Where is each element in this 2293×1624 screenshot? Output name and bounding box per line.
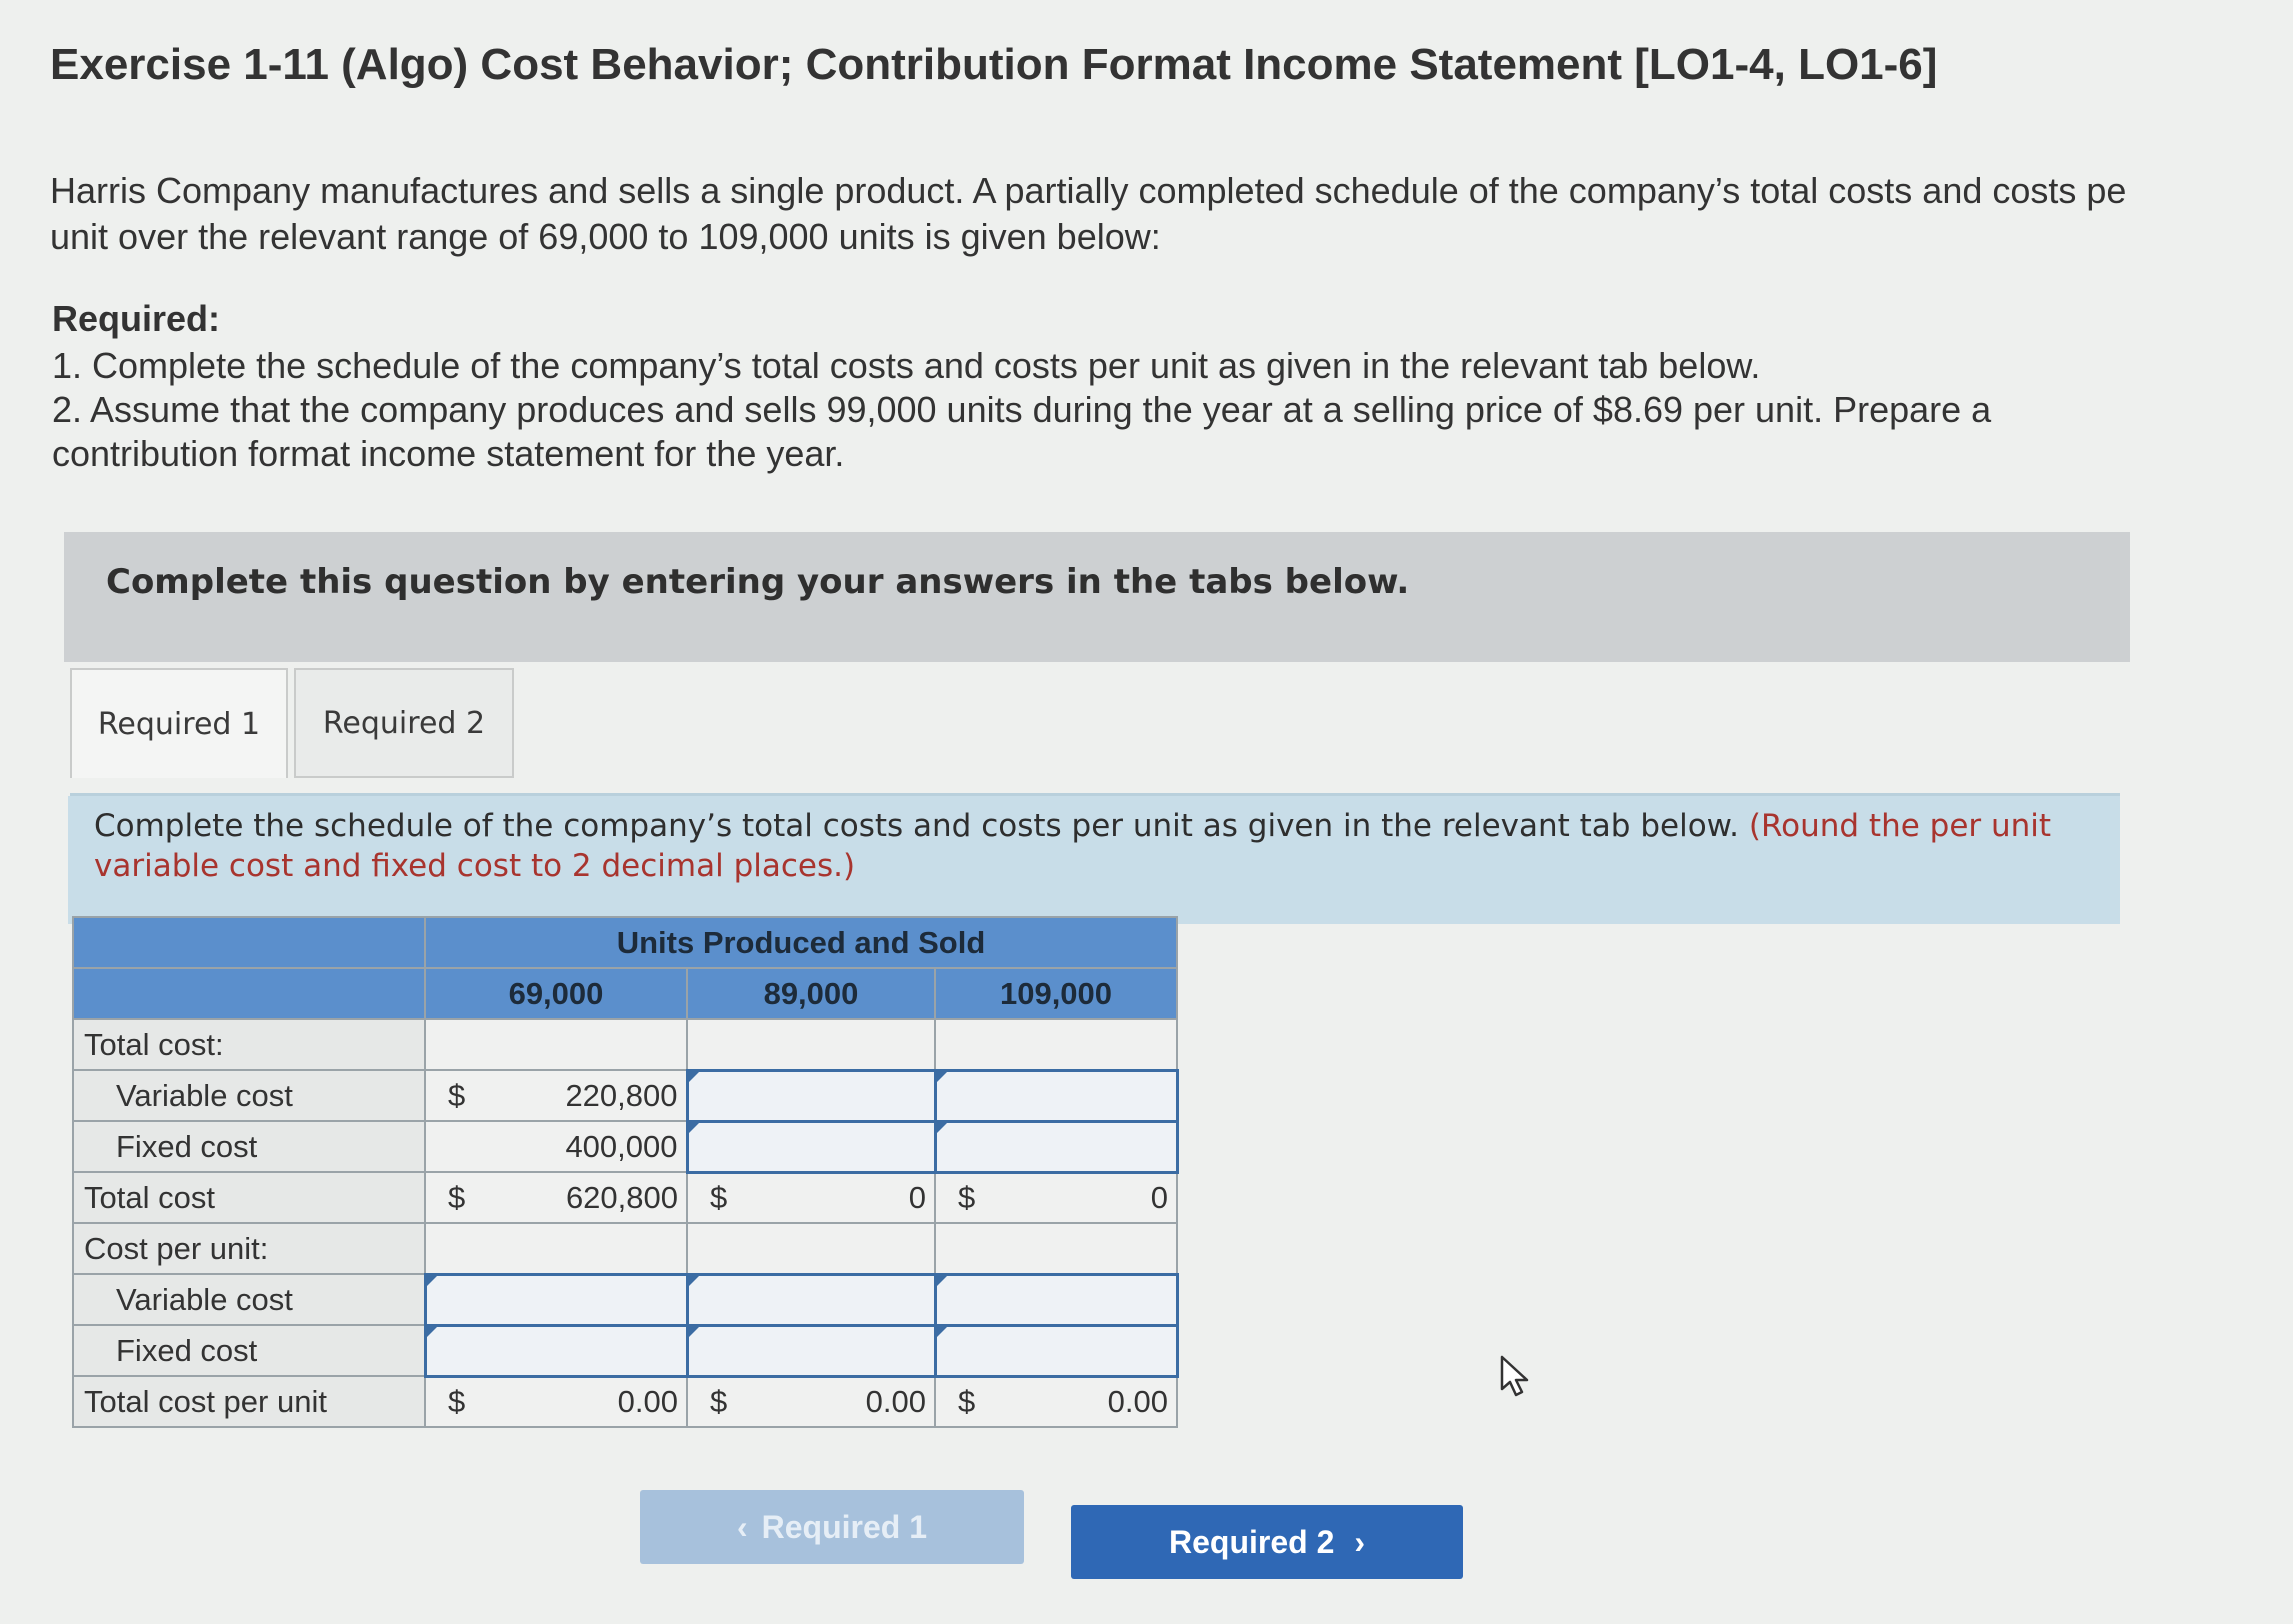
instructions-rounding-note: (Round the per unit variable cost and fixed cost to 2 decimal places.) xyxy=(94,808,2052,884)
currency-symbol: $ xyxy=(448,1077,466,1113)
variable-cost-per-unit-89000-input[interactable] xyxy=(687,1274,935,1325)
row-label-fixed-cost: Fixed cost xyxy=(73,1121,425,1172)
table-row xyxy=(73,1376,1177,1427)
variable-cost-109000-input[interactable] xyxy=(935,1070,1177,1121)
table-row xyxy=(73,1223,1177,1274)
table-row xyxy=(73,1121,1177,1172)
row-label-cost-per-unit-heading: Cost per unit: xyxy=(73,1223,425,1274)
fixed-cost-69000: 400,000 xyxy=(565,1128,678,1164)
previous-button-label: Required 1 xyxy=(761,1508,928,1545)
page-title: Exercise 1-11 (Algo) Cost Behavior; Contribution Format Income Statement [LO1-4, LO1-6] xyxy=(50,40,1938,89)
row-label-fixed-cost-per-unit: Fixed cost xyxy=(73,1325,425,1376)
currency-symbol: $ xyxy=(958,1383,976,1419)
table-row xyxy=(73,1070,1177,1121)
column-header-89000: 89,000 xyxy=(687,968,935,1019)
fixed-cost-89000-input[interactable] xyxy=(687,1121,935,1172)
table-row xyxy=(73,1019,1177,1070)
variable-cost-per-unit-69000-input[interactable] xyxy=(425,1274,687,1325)
instructions-main: Complete the schedule of the company’s total costs and costs per unit as given in the relevant tab below. xyxy=(94,808,1740,844)
table-row xyxy=(73,1172,1177,1223)
table-row xyxy=(73,1325,1177,1376)
row-label-total-cost-per-unit: Total cost per unit xyxy=(73,1376,425,1427)
row-label-variable-cost: Variable cost xyxy=(73,1070,425,1121)
variable-cost-69000: 220,800 xyxy=(565,1077,678,1113)
fixed-cost-per-unit-109000-input[interactable] xyxy=(935,1325,1177,1376)
variable-cost-89000-input[interactable] xyxy=(687,1070,935,1121)
fixed-cost-109000-input[interactable] xyxy=(935,1121,1177,1172)
currency-symbol: $ xyxy=(710,1383,728,1419)
chevron-right-icon: › xyxy=(1354,1523,1366,1560)
total-per-unit-69000: 0.00 xyxy=(617,1383,678,1419)
next-required-2-button[interactable] xyxy=(1071,1505,1463,1579)
total-cost-69000: 620,800 xyxy=(565,1179,678,1215)
tab-required-1[interactable]: Required 1 xyxy=(70,668,288,778)
intro-text xyxy=(50,168,2290,260)
column-header-109000: 109,000 xyxy=(935,968,1177,1019)
required-item-2-cont: contribution format income statement for the year. xyxy=(52,433,845,474)
table-row xyxy=(73,1274,1177,1325)
intro-line-1: Harris Company manufactures and sells a single product. A partially completed schedule of the company’s total costs and costs pe xyxy=(50,170,2127,211)
total-per-unit-109000: 0.00 xyxy=(1107,1383,1168,1419)
fixed-cost-per-unit-69000-input[interactable] xyxy=(425,1325,687,1376)
intro-line-2: unit over the relevant range of 69,000 to 109,000 units is given below: xyxy=(50,216,1161,257)
units-group-header: Units Produced and Sold xyxy=(425,917,1177,968)
currency-symbol: $ xyxy=(448,1179,466,1215)
column-header-69000: 69,000 xyxy=(425,968,687,1019)
banner-text: Complete this question by entering your answers in the tabs below. xyxy=(106,562,1410,602)
mouse-pointer-icon xyxy=(1500,1355,1534,1404)
row-label-total-cost: Total cost xyxy=(73,1172,425,1223)
currency-symbol: $ xyxy=(710,1179,728,1215)
currency-symbol: $ xyxy=(448,1383,466,1419)
required-item-1: 1. Complete the schedule of the company’s total costs and costs per unit as given in the relevant tab below. xyxy=(52,345,1761,386)
row-label-total-cost-heading: Total cost: xyxy=(73,1019,425,1070)
header-blank xyxy=(73,917,425,968)
variable-cost-per-unit-109000-input[interactable] xyxy=(935,1274,1177,1325)
tab-instructions xyxy=(68,796,2120,924)
currency-symbol: $ xyxy=(958,1179,976,1215)
total-cost-109000: 0 xyxy=(1150,1179,1168,1215)
header-blank-2 xyxy=(73,968,425,1019)
cost-schedule-table xyxy=(72,916,1179,1428)
tab-required-2[interactable]: Required 2 xyxy=(294,668,514,778)
required-item-2: 2. Assume that the company produces and sells 99,000 units during the year at a selling price of $8.69 per unit. Prepare a xyxy=(52,389,1992,430)
instruction-banner xyxy=(64,532,2130,662)
total-per-unit-89000: 0.00 xyxy=(865,1383,926,1419)
chevron-left-icon: ‹ xyxy=(736,1508,748,1545)
previous-required-1-button[interactable] xyxy=(640,1490,1024,1564)
required-heading: Required: xyxy=(52,298,221,339)
fixed-cost-per-unit-89000-input[interactable] xyxy=(687,1325,935,1376)
next-button-label: Required 2 xyxy=(1168,1523,1335,1560)
total-cost-89000: 0 xyxy=(908,1179,926,1215)
row-label-variable-cost-per-unit: Variable cost xyxy=(73,1274,425,1325)
